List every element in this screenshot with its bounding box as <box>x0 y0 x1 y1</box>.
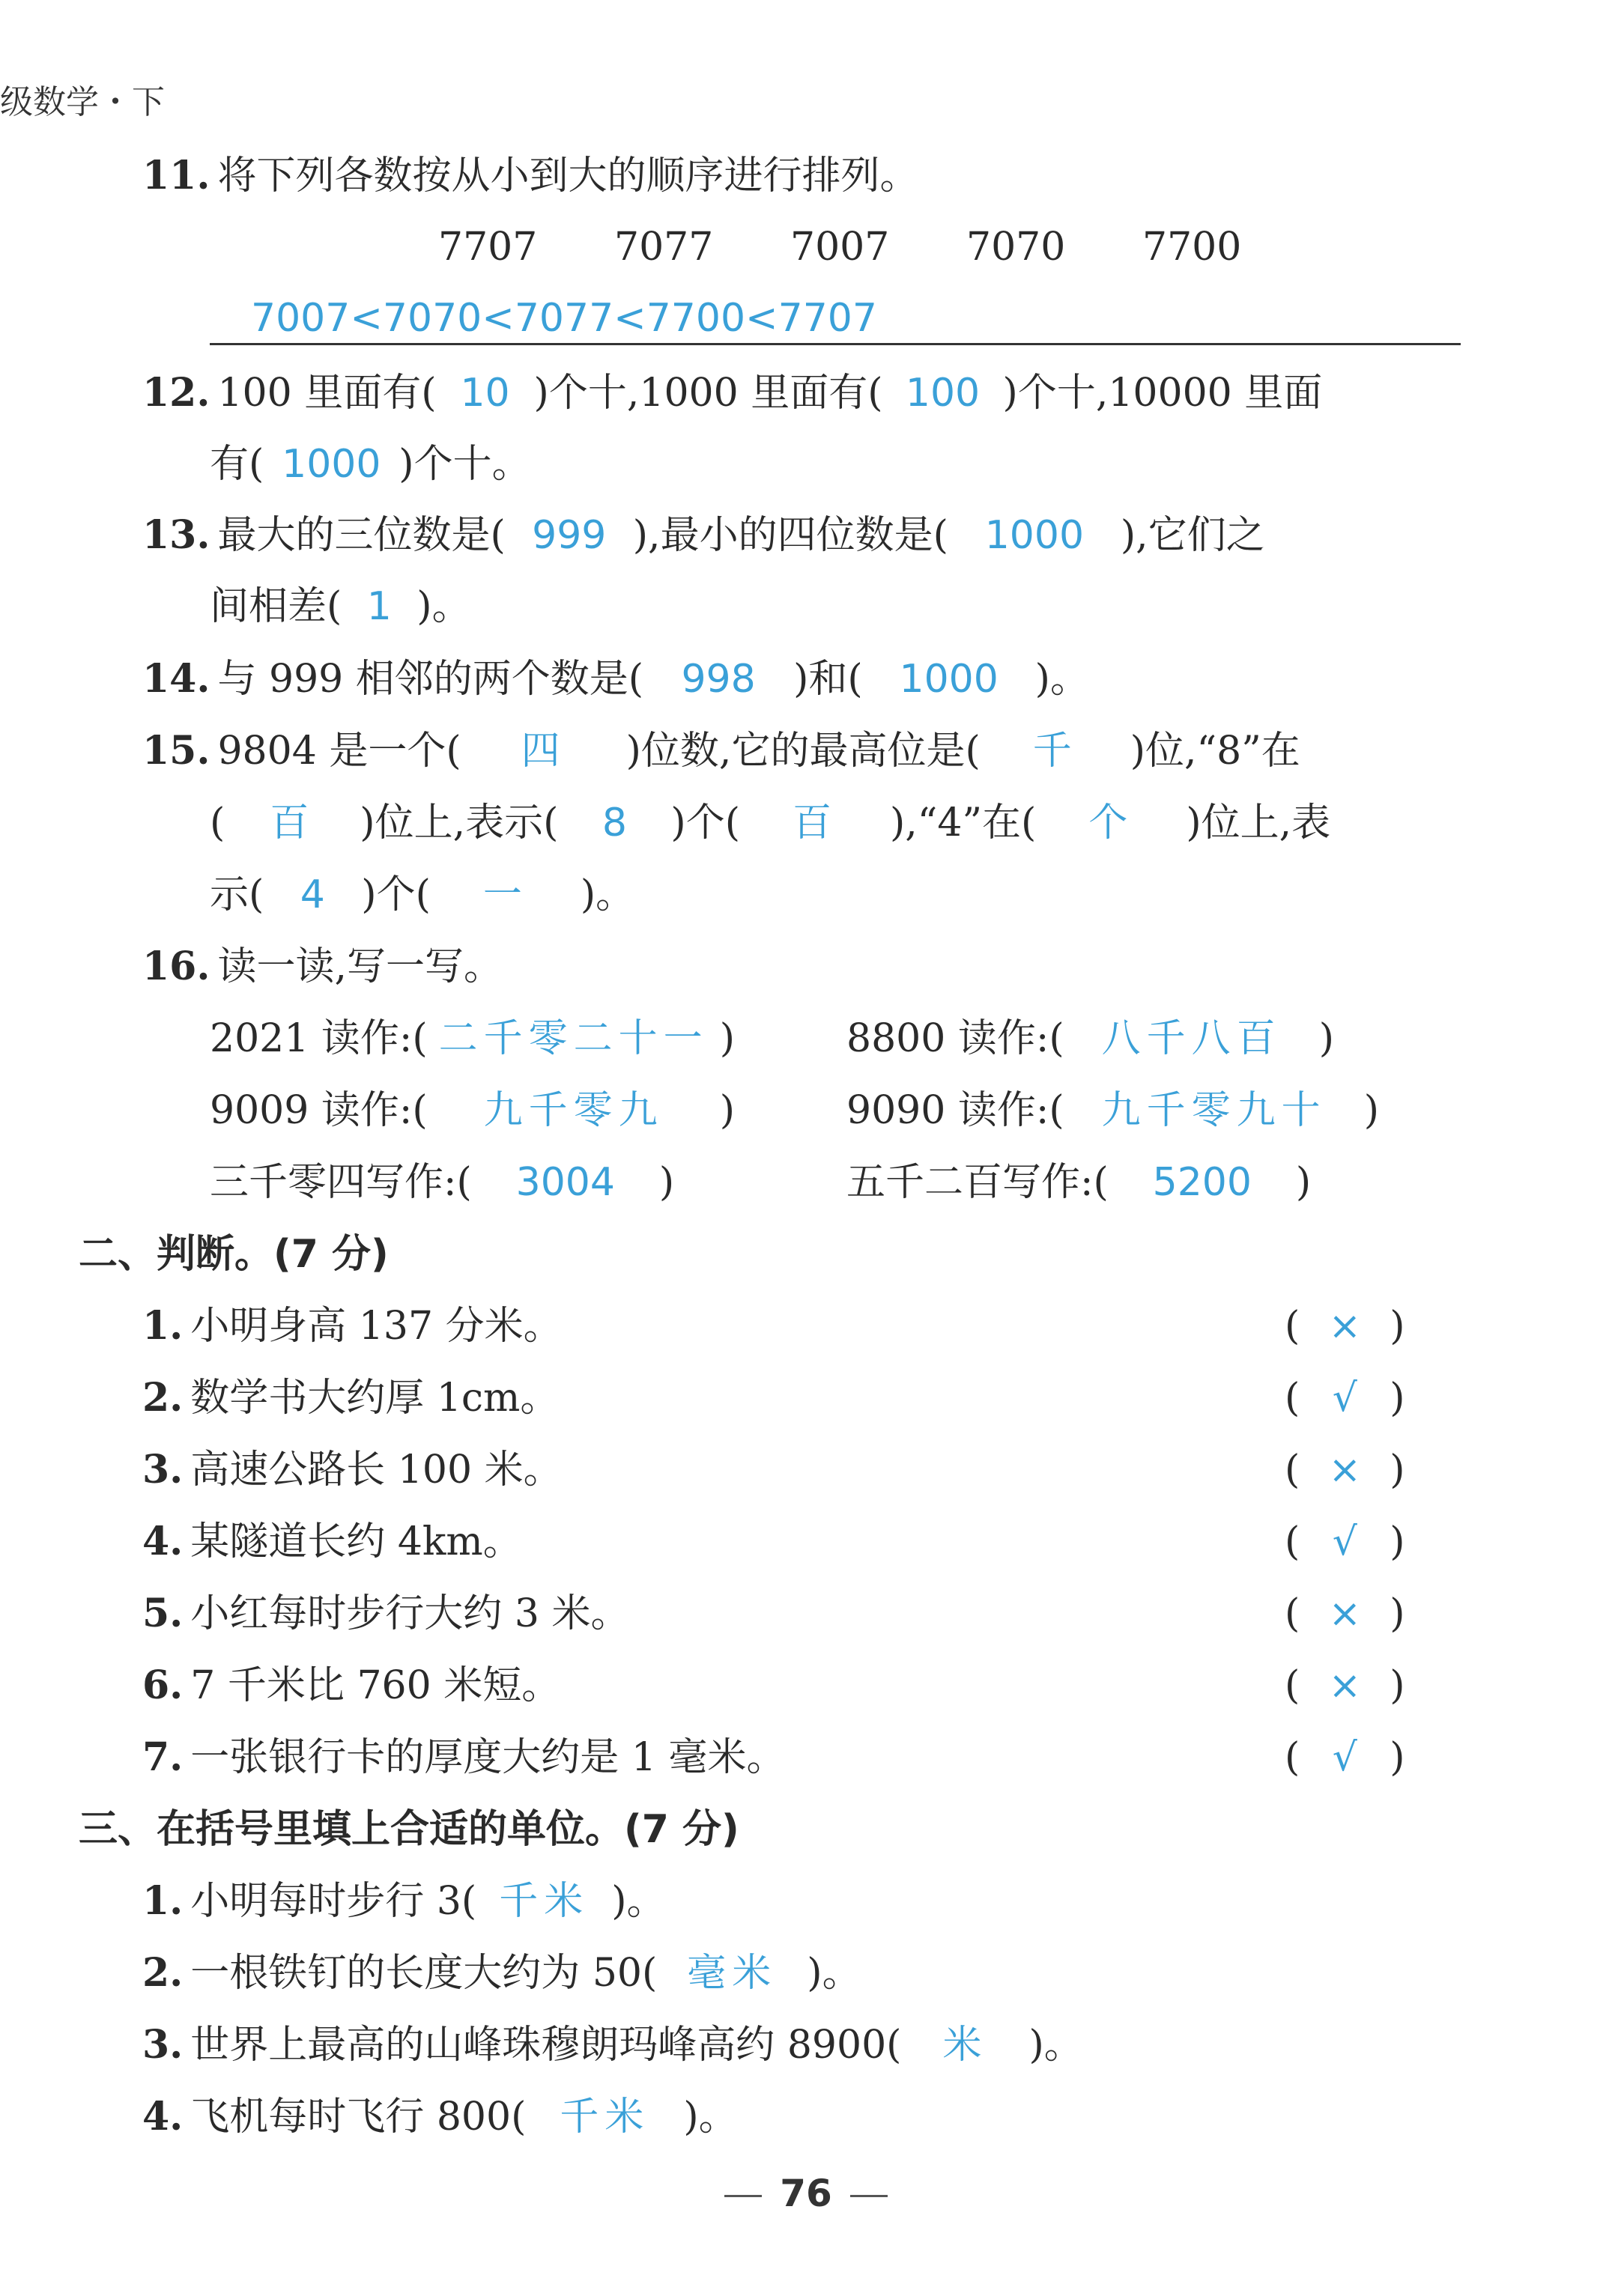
q16-answer: 九千零九 <box>483 1088 664 1133</box>
judge-mark-box <box>1285 1372 1405 1424</box>
q11-value: 7077 <box>614 225 714 270</box>
q16-prompt: 8800 读作:( <box>846 1016 1064 1061</box>
unit-number: 4. <box>142 2094 184 2139</box>
q15-text: )个( <box>361 872 431 917</box>
q13-number: 13. <box>142 512 210 558</box>
q14-text: )和( <box>793 657 863 702</box>
q16-row3b <box>846 1156 1311 1209</box>
judge-mark: × <box>1328 1663 1362 1708</box>
paren-open: ( <box>1285 1735 1300 1780</box>
judge-number: 7. <box>142 1734 184 1780</box>
q13-text: )。 <box>416 584 471 629</box>
q15-text: )。 <box>580 872 635 917</box>
judge-mark-box <box>1285 1659 1405 1712</box>
q11-line <box>142 150 918 202</box>
q14-text: )。 <box>1034 657 1089 702</box>
q14-line <box>142 653 1089 705</box>
q11-value: 7070 <box>966 225 1066 270</box>
q13-text: ),最小的四位数是( <box>632 513 948 558</box>
q14-answer: 1000 <box>899 657 999 702</box>
paren-open: ( <box>1285 1519 1300 1564</box>
judge-mark-box <box>1285 1300 1405 1352</box>
judge-mark: × <box>1328 1448 1362 1492</box>
q15-text: ( <box>210 801 225 845</box>
judge-text: 7 千米比 760 米短。 <box>190 1663 561 1708</box>
q15-text: )位数,它的最高位是( <box>625 729 981 774</box>
q15-answer: 一 <box>482 872 528 917</box>
q15-answer: 个 <box>1088 801 1134 845</box>
q13-answer: 1000 <box>984 513 1085 558</box>
q16-close: ) <box>719 1016 735 1061</box>
q15-text: )位上,表 <box>1186 801 1331 845</box>
unit-number: 2. <box>142 1950 184 1996</box>
judge-number: 6. <box>142 1662 184 1708</box>
unit-answer: 米 <box>942 2023 988 2068</box>
q15-answer: 8 <box>602 801 627 845</box>
q16-prompt: 五千二百写作:( <box>846 1160 1109 1205</box>
judge-number: 5. <box>142 1591 184 1636</box>
paren-open: ( <box>1285 1304 1300 1349</box>
judge-text: 小红每时步行大约 3 米。 <box>190 1591 630 1636</box>
q16-answer: 5200 <box>1152 1160 1252 1205</box>
judge-number: 1. <box>142 1303 184 1349</box>
paren-close: ) <box>1390 1663 1405 1708</box>
q16-prompt: 9009 读作:( <box>210 1088 428 1133</box>
q15-text: 9804 是一个( <box>217 729 461 774</box>
judge-item <box>142 1659 560 1712</box>
judge-mark: × <box>1328 1304 1362 1349</box>
q15-answer: 4 <box>300 872 325 917</box>
q13-answer: 999 <box>532 513 607 558</box>
unit-text: )。 <box>683 2095 738 2139</box>
judge-text: 数学书大约厚 1cm。 <box>190 1376 560 1421</box>
q11-value: 7007 <box>790 225 890 270</box>
unit-text: )。 <box>1028 2023 1083 2068</box>
q12-answer: 1000 <box>282 442 381 487</box>
q12-line1 <box>142 367 1322 419</box>
q15-number: 15. <box>142 728 210 774</box>
paren-close: ) <box>1390 1735 1405 1780</box>
q14-text: 与 999 相邻的两个数是( <box>217 657 644 702</box>
paren-open: ( <box>1285 1663 1300 1708</box>
paren-open: ( <box>1285 1591 1300 1636</box>
section2-title: 二、判断。(7 分) <box>79 1232 389 1277</box>
unit-text: 飞机每时飞行 800( <box>190 2095 527 2139</box>
unit-item <box>142 2091 738 2143</box>
judge-item <box>142 1444 563 1496</box>
q16-close: ) <box>719 1088 735 1133</box>
judge-text: 一张银行卡的厚度大约是 1 毫米。 <box>190 1735 786 1780</box>
q15-line2 <box>210 797 1330 849</box>
q15-text: )位上,表示( <box>360 801 559 845</box>
unit-text: 小明每时步行 3( <box>190 1879 477 1924</box>
unit-answer: 千米 <box>560 2095 650 2139</box>
q15-line1 <box>142 725 1300 777</box>
q16-prompt: 9090 读作:( <box>846 1088 1064 1133</box>
q16-close: ) <box>658 1160 675 1205</box>
q16-row1a <box>210 1012 735 1065</box>
judge-mark: √ <box>1332 1376 1357 1421</box>
q15-text: )个( <box>670 801 740 845</box>
unit-answer: 毫米 <box>687 1951 778 1996</box>
paren-close: ) <box>1390 1591 1405 1636</box>
judge-text: 高速公路长 100 米。 <box>190 1448 563 1492</box>
q12-text: 100 里面有( <box>217 371 437 416</box>
judge-mark: × <box>1328 1591 1362 1636</box>
q16-answer: 3004 <box>515 1160 615 1205</box>
q11-value: 7700 <box>1142 225 1242 270</box>
paren-close: ) <box>1390 1448 1405 1492</box>
q15-answer: 百 <box>792 801 837 845</box>
q16-row2a <box>210 1084 735 1137</box>
q12-text: )个十。 <box>399 442 531 487</box>
judge-number: 2. <box>142 1375 184 1421</box>
judge-number: 3. <box>142 1447 184 1492</box>
q12-text: )个十,1000 里面有( <box>533 371 883 416</box>
unit-text: 一根铁钉的长度大约为 50( <box>190 1951 658 1996</box>
q15-answer: 千 <box>1032 729 1078 774</box>
footer-dash <box>724 2195 762 2197</box>
unit-text: 世界上最高的山峰珠穆朗玛峰高约 8900( <box>190 2023 902 2068</box>
q11-answer-line <box>251 292 877 344</box>
q12-text: )个十,10000 里面 <box>1002 371 1323 416</box>
q12-answer: 100 <box>905 371 981 416</box>
unit-item <box>142 2019 1083 2071</box>
q16-row1b <box>846 1012 1334 1065</box>
q12-number: 12. <box>142 370 210 416</box>
judge-item <box>142 1372 559 1424</box>
unit-text: )。 <box>807 1951 861 1996</box>
q11-text: 将下列各数按从小到大的顺序进行排列。 <box>217 154 919 198</box>
q16-text: 读一读,写一写。 <box>217 944 503 989</box>
judge-text: 某隧道长约 4km。 <box>190 1519 522 1564</box>
q16-prompt: 三千零四写作:( <box>210 1160 472 1205</box>
paren-close: ) <box>1390 1519 1405 1564</box>
unit-item <box>142 1875 666 1928</box>
q11-number-list <box>438 221 1318 273</box>
q16-number: 16. <box>142 944 210 989</box>
q16-close: ) <box>1363 1088 1379 1133</box>
judge-item <box>142 1300 563 1352</box>
judge-mark-box <box>1285 1516 1405 1568</box>
answer-rule <box>210 343 1461 345</box>
judge-mark: √ <box>1332 1735 1357 1780</box>
q15-text: ),“4”在( <box>889 801 1037 845</box>
q11-value: 7707 <box>438 225 538 270</box>
q11-number: 11. <box>142 153 210 198</box>
judge-number: 4. <box>142 1519 184 1564</box>
q16-answer: 二千零二十一 <box>438 1016 709 1061</box>
paren-open: ( <box>1285 1448 1300 1492</box>
q12-line2 <box>210 438 531 491</box>
unit-text: )。 <box>611 1879 666 1924</box>
judge-item <box>142 1516 522 1568</box>
q14-number: 14. <box>142 656 210 702</box>
page-header: 级数学・下 <box>0 83 165 121</box>
q13-text: 最大的三位数是( <box>217 513 506 558</box>
q16-prompt: 2021 读作:( <box>210 1016 428 1061</box>
judge-mark: √ <box>1332 1519 1357 1564</box>
q16-answer: 八千八百 <box>1101 1016 1282 1061</box>
q16-row2b <box>846 1084 1379 1137</box>
unit-item <box>142 1947 861 1999</box>
section3-title: 三、在括号里填上合适的单位。(7 分) <box>79 1807 739 1852</box>
unit-answer: 千米 <box>499 1879 590 1924</box>
q16-line <box>142 941 503 993</box>
q13-answer: 1 <box>366 584 392 629</box>
judge-text: 小明身高 137 分米。 <box>190 1304 563 1349</box>
q13-text: 间相差( <box>210 584 342 629</box>
q15-answer: 百 <box>270 801 315 845</box>
paren-open: ( <box>1285 1376 1300 1421</box>
judge-item <box>142 1731 785 1784</box>
q15-text: )位,“8”在 <box>1130 729 1300 774</box>
page-footer <box>0 2172 1612 2215</box>
judge-item <box>142 1588 629 1640</box>
q12-text: 有( <box>210 442 264 487</box>
paren-close: ) <box>1390 1376 1405 1421</box>
q15-answer: 四 <box>521 729 566 774</box>
paren-close: ) <box>1390 1304 1405 1349</box>
q14-answer: 998 <box>681 657 756 702</box>
q13-line2 <box>210 580 471 633</box>
q16-answer: 九千零九十 <box>1101 1088 1327 1133</box>
footer-dash <box>850 2195 888 2197</box>
q13-text: ),它们之 <box>1120 513 1265 558</box>
q15-line3 <box>210 869 634 921</box>
judge-mark-box <box>1285 1444 1405 1496</box>
q16-row3a <box>210 1156 674 1209</box>
page-number: 76 <box>780 2172 832 2215</box>
unit-number: 3. <box>142 2022 184 2068</box>
q13-line1 <box>142 509 1265 562</box>
q11-answer: 7007<7070<7077<7700<7707 <box>251 296 877 341</box>
q16-close: ) <box>1295 1160 1312 1205</box>
q16-close: ) <box>1318 1016 1334 1061</box>
judge-mark-box <box>1285 1731 1405 1784</box>
q15-text: 示( <box>210 872 264 917</box>
q12-answer: 10 <box>460 371 510 416</box>
unit-number: 1. <box>142 1878 184 1924</box>
judge-mark-box <box>1285 1588 1405 1640</box>
